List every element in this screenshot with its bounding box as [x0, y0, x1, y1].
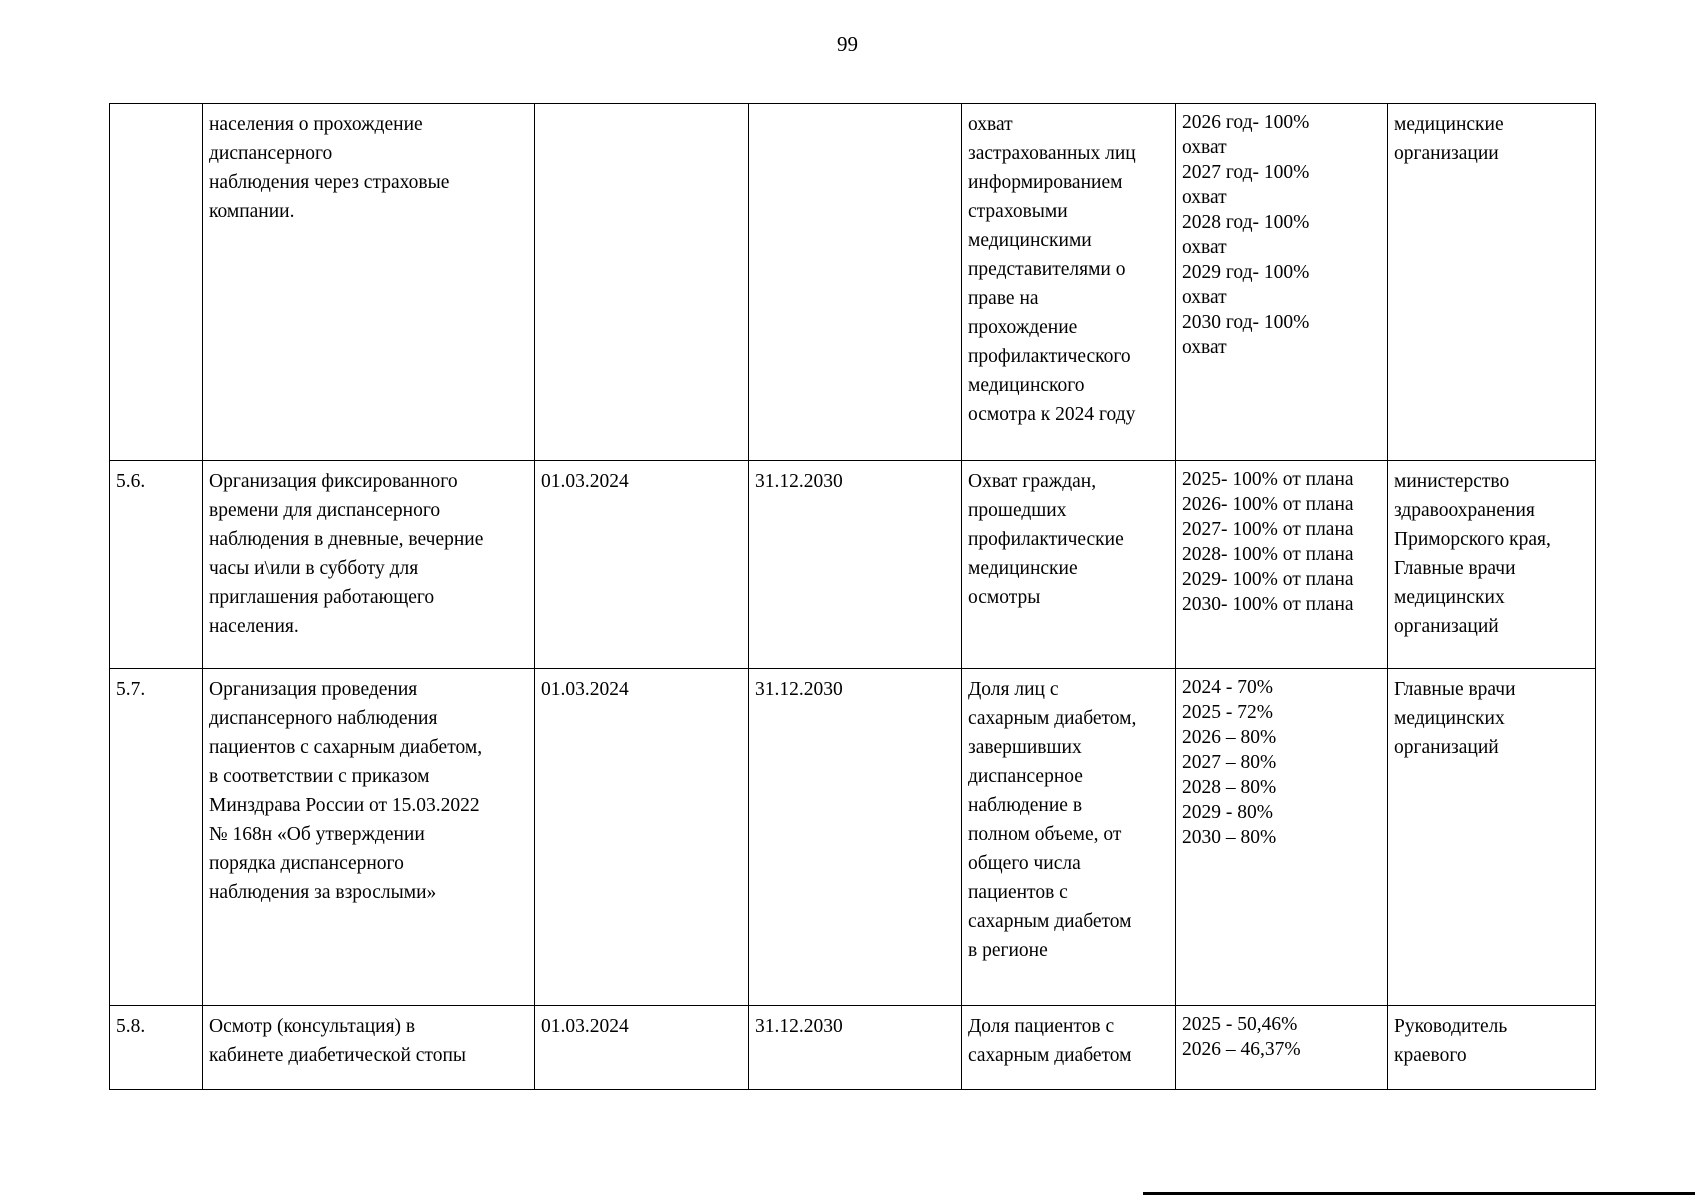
- cell-responsible: министерство здравоохранения Приморского края, Главные врачи медицинских организаций: [1388, 461, 1596, 669]
- cell-start-date: [535, 104, 749, 461]
- table-row: [110, 104, 1596, 461]
- cell-responsible: Главные врачи медицинских организаций: [1388, 669, 1596, 1006]
- table-row: [110, 461, 1596, 669]
- cell-start-date: 01.03.2024: [535, 669, 749, 1006]
- cell-end-date: 31.12.2030: [749, 461, 962, 669]
- cell-indicator: Охват граждан, прошедших профилактические медицинские осмотры: [962, 461, 1176, 669]
- cell-result: 2025 - 50,46% 2026 – 46,37%: [1176, 1006, 1388, 1090]
- cell-action: населения о прохождение диспансерного наблюдения через страховые компании.: [203, 104, 535, 461]
- page-number: 99: [837, 32, 858, 56]
- cell-end-date: [749, 104, 962, 461]
- footer-rule: [1143, 1192, 1695, 1195]
- cell-responsible: медицинские организации: [1388, 104, 1596, 461]
- document-table: [109, 103, 1596, 1090]
- cell-action: Организация фиксированного времени для диспансерного наблюдения в дневные, вечерние часы и\или в субботу для приглашения работающего населения.: [203, 461, 535, 669]
- cell-number: [110, 104, 203, 461]
- cell-result: 2025- 100% от плана 2026- 100% от плана 2027- 100% от плана 2028- 100% от плана 2029- 100% от плана 2030- 100% от плана: [1176, 461, 1388, 669]
- cell-action: Организация проведения диспансерного наблюдения пациентов с сахарным диабетом, в соответствии с приказом Минздрава России от 15.03.2022 № 168н «Об утверждении порядка диспансерного наблюдения за взрослыми»: [203, 669, 535, 1006]
- cell-start-date: 01.03.2024: [535, 1006, 749, 1090]
- cell-action: Осмотр (консультация) в кабинете диабетической стопы: [203, 1006, 535, 1090]
- cell-number: 5.8.: [110, 1006, 203, 1090]
- cell-number: 5.7.: [110, 669, 203, 1006]
- cell-result: 2024 - 70% 2025 - 72% 2026 – 80% 2027 – 80% 2028 – 80% 2029 - 80% 2030 – 80%: [1176, 669, 1388, 1006]
- cell-result: 2026 год- 100% охват 2027 год- 100% охват 2028 год- 100% охват 2029 год- 100% охват 2030 год- 100% охват: [1176, 104, 1388, 461]
- cell-responsible: Руководитель краевого: [1388, 1006, 1596, 1090]
- cell-end-date: 31.12.2030: [749, 1006, 962, 1090]
- cell-start-date: 01.03.2024: [535, 461, 749, 669]
- cell-indicator: охват застрахованных лиц информированием страховыми медицинскими представителями о праве на прохождение профилактического медицинского осмотра к 2024 году: [962, 104, 1176, 461]
- cell-indicator: Доля пациентов с сахарным диабетом: [962, 1006, 1176, 1090]
- table-row: [110, 669, 1596, 1006]
- cell-number: 5.6.: [110, 461, 203, 669]
- cell-end-date: 31.12.2030: [749, 669, 962, 1006]
- cell-indicator: Доля лиц с сахарным диабетом, завершивших диспансерное наблюдение в полном объеме, от общего числа пациентов с сахарным диабетом в регионе: [962, 669, 1176, 1006]
- table-row: [110, 1006, 1596, 1090]
